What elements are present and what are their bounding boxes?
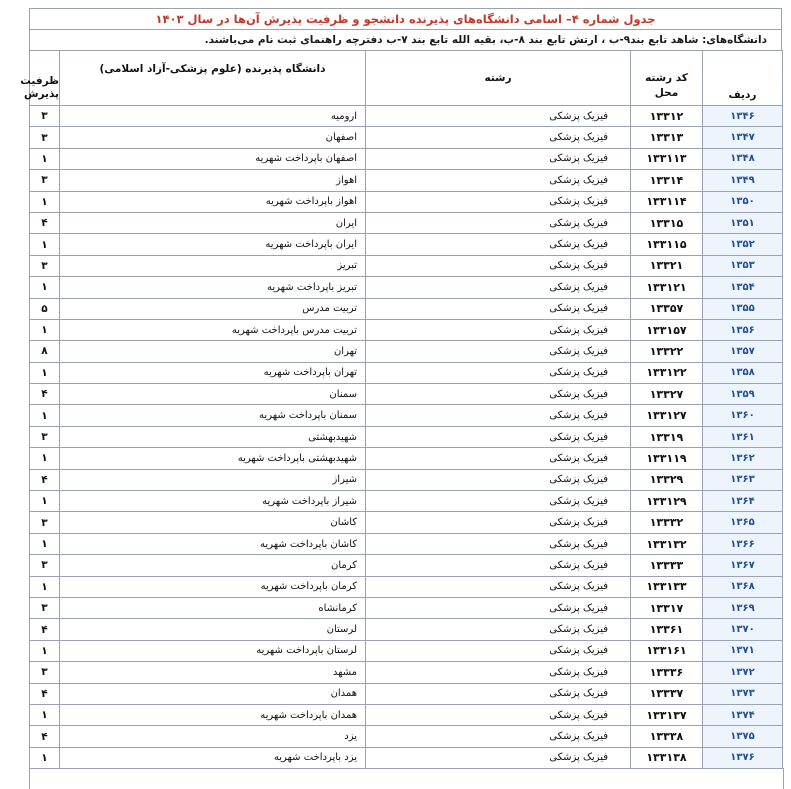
major-cell: فیزیک پزشکی xyxy=(366,555,631,576)
capacity-cell: ۳ xyxy=(30,426,60,447)
capacity-cell: ۸ xyxy=(30,341,60,362)
major-cell: فیزیک پزشکی xyxy=(366,704,631,725)
table-row xyxy=(30,726,783,747)
row-number-cell: ۱۳۵۶ xyxy=(703,319,783,340)
field-code-cell: ۱۳۳۱۲۲ xyxy=(631,362,703,383)
field-code-cell: ۱۳۳۱۲ xyxy=(631,106,703,127)
field-code-cell: ۱۳۳۱۳۸ xyxy=(631,747,703,768)
field-code-cell: ۱۳۳۲۹ xyxy=(631,469,703,490)
table-row xyxy=(30,747,783,768)
field-code-cell: ۱۳۳۶۱ xyxy=(631,619,703,640)
header-row-no: ردیف xyxy=(703,51,783,106)
university-cell: تربیت مدرس xyxy=(60,298,366,319)
field-code-cell: ۱۳۳۱۵ xyxy=(631,212,703,233)
field-code-cell: ۱۳۳۱۳۳ xyxy=(631,576,703,597)
table-row xyxy=(30,341,783,362)
admission-table xyxy=(20,50,783,769)
university-cell: کرمان xyxy=(60,555,366,576)
table-subtitle: دانشگاه‌های: شاهد تابع بند۹-ب ، ارتش تابع بند ۸-ب، بقیه الله تابع بند ۷-ب دفترچه راهنمای ثبت نام می‌باشند. xyxy=(29,29,782,50)
table-row xyxy=(30,384,783,405)
table-body xyxy=(30,106,783,769)
university-cell: همدان باپرداخت شهریه xyxy=(60,704,366,725)
major-cell: فیزیک پزشکی xyxy=(366,170,631,191)
row-number-cell: ۱۳۶۴ xyxy=(703,491,783,512)
capacity-cell: ۴ xyxy=(30,469,60,490)
major-cell: فیزیک پزشکی xyxy=(366,341,631,362)
row-number-cell: ۱۳۶۷ xyxy=(703,555,783,576)
field-code-cell: ۱۳۳۱۷ xyxy=(631,597,703,618)
university-cell: شهیدبهشتی xyxy=(60,426,366,447)
header-code-line2: محل xyxy=(654,87,679,99)
major-cell: فیزیک پزشکی xyxy=(366,277,631,298)
capacity-cell: ۱ xyxy=(30,448,60,469)
university-cell: مشهد xyxy=(60,662,366,683)
university-cell: یزد xyxy=(60,726,366,747)
university-cell: اصفهان xyxy=(60,127,366,148)
table-row xyxy=(30,683,783,704)
capacity-cell: ۱ xyxy=(30,533,60,554)
field-code-cell: ۱۳۳۲۲ xyxy=(631,341,703,362)
field-code-cell: ۱۳۳۱۱۹ xyxy=(631,448,703,469)
capacity-cell: ۳ xyxy=(30,662,60,683)
university-cell: همدان xyxy=(60,683,366,704)
table-row xyxy=(30,255,783,276)
row-number-cell: ۱۳۵۵ xyxy=(703,298,783,319)
field-code-cell: ۱۳۳۱۲۹ xyxy=(631,491,703,512)
university-cell: کاشان xyxy=(60,512,366,533)
table-row xyxy=(30,704,783,725)
row-number-cell: ۱۳۶۸ xyxy=(703,576,783,597)
row-number-cell: ۱۳۴۷ xyxy=(703,127,783,148)
row-number-cell: ۱۳۷۳ xyxy=(703,683,783,704)
row-number-cell: ۱۳۴۹ xyxy=(703,170,783,191)
table-row xyxy=(30,277,783,298)
major-cell: فیزیک پزشکی xyxy=(366,127,631,148)
university-cell: کرمان باپرداخت شهریه xyxy=(60,576,366,597)
table-row xyxy=(30,234,783,255)
major-cell: فیزیک پزشکی xyxy=(366,405,631,426)
table-title-text: جدول شماره ۴– اسامی دانشگاه‌های پذیرنده دانشجو و ظرفیت پذیرش آن‌ها در سال xyxy=(187,12,656,26)
table-row xyxy=(30,106,783,127)
row-number-cell: ۱۳۷۵ xyxy=(703,726,783,747)
university-cell: ارومیه xyxy=(60,106,366,127)
table-row xyxy=(30,597,783,618)
header-capacity-line2: پذیرش xyxy=(24,88,59,100)
major-cell: فیزیک پزشکی xyxy=(366,234,631,255)
university-cell: اهواز باپرداخت شهریه xyxy=(60,191,366,212)
capacity-cell: ۱ xyxy=(30,405,60,426)
field-code-cell: ۱۳۳۱۳۲ xyxy=(631,533,703,554)
capacity-cell: ۱ xyxy=(30,191,60,212)
university-cell: شیراز باپرداخت شهریه xyxy=(60,491,366,512)
major-cell: فیزیک پزشکی xyxy=(366,491,631,512)
university-cell: ایران باپرداخت شهریه xyxy=(60,234,366,255)
table-row xyxy=(30,212,783,233)
row-number-cell: ۱۳۵۷ xyxy=(703,341,783,362)
university-cell: شهیدبهشتی باپرداخت شهریه xyxy=(60,448,366,469)
table-row xyxy=(30,662,783,683)
major-cell: فیزیک پزشکی xyxy=(366,448,631,469)
field-code-cell: ۱۳۳۳۶ xyxy=(631,662,703,683)
field-code-cell: ۱۳۳۱۱۴ xyxy=(631,191,703,212)
major-cell: فیزیک پزشکی xyxy=(366,640,631,661)
table-row xyxy=(30,555,783,576)
university-cell: تبریز باپرداخت شهریه xyxy=(60,277,366,298)
university-cell: تهران باپرداخت شهریه xyxy=(60,362,366,383)
capacity-cell: ۳ xyxy=(30,170,60,191)
field-code-cell: ۱۳۳۳۲ xyxy=(631,512,703,533)
major-cell: فیزیک پزشکی xyxy=(366,726,631,747)
university-cell: کرمانشاه xyxy=(60,597,366,618)
university-cell: سمنان xyxy=(60,384,366,405)
table-row xyxy=(30,619,783,640)
row-number-cell: ۱۳۵۳ xyxy=(703,255,783,276)
table-row xyxy=(30,148,783,169)
row-number-cell: ۱۳۵۱ xyxy=(703,212,783,233)
row-number-cell: ۱۳۵۰ xyxy=(703,191,783,212)
capacity-cell: ۴ xyxy=(30,683,60,704)
major-cell: فیزیک پزشکی xyxy=(366,319,631,340)
capacity-cell: ۱ xyxy=(30,277,60,298)
field-code-cell: ۱۳۳۱۴ xyxy=(631,170,703,191)
university-cell: تربیت مدرس باپرداخت شهریه xyxy=(60,319,366,340)
capacity-cell: ۳ xyxy=(30,127,60,148)
row-number-cell: ۱۳۷۶ xyxy=(703,747,783,768)
capacity-cell: ۴ xyxy=(30,384,60,405)
row-number-cell: ۱۳۶۹ xyxy=(703,597,783,618)
field-code-cell: ۱۳۳۳۸ xyxy=(631,726,703,747)
capacity-cell: ۳ xyxy=(30,512,60,533)
university-cell: ایران xyxy=(60,212,366,233)
field-code-cell: ۱۳۳۱۳۷ xyxy=(631,704,703,725)
field-code-cell: ۱۳۳۱۳ xyxy=(631,127,703,148)
row-number-cell: ۱۳۵۹ xyxy=(703,384,783,405)
table-continuation-edge xyxy=(29,768,784,789)
table-row xyxy=(30,469,783,490)
capacity-cell: ۱ xyxy=(30,362,60,383)
major-cell: فیزیک پزشکی xyxy=(366,255,631,276)
major-cell: فیزیک پزشکی xyxy=(366,384,631,405)
major-cell: فیزیک پزشکی xyxy=(366,597,631,618)
table-title xyxy=(29,8,782,29)
row-number-cell: ۱۳۶۵ xyxy=(703,512,783,533)
header-university: دانشگاه پذیرنده (علوم پزشکی-آزاد اسلامی) xyxy=(60,51,366,106)
capacity-cell: ۳ xyxy=(30,597,60,618)
major-cell: فیزیک پزشکی xyxy=(366,683,631,704)
capacity-cell: ۱ xyxy=(30,234,60,255)
major-cell: فیزیک پزشکی xyxy=(366,576,631,597)
university-cell: تهران xyxy=(60,341,366,362)
field-code-cell: ۱۳۳۱۶۱ xyxy=(631,640,703,661)
field-code-cell: ۱۳۳۱۹ xyxy=(631,426,703,447)
field-code-cell: ۱۳۳۲۷ xyxy=(631,384,703,405)
capacity-cell: ۱ xyxy=(30,319,60,340)
table-row xyxy=(30,298,783,319)
university-cell: اصفهان باپرداخت شهریه xyxy=(60,148,366,169)
row-number-cell: ۱۳۶۳ xyxy=(703,469,783,490)
table-row xyxy=(30,170,783,191)
university-cell: سمنان باپرداخت شهریه xyxy=(60,405,366,426)
major-cell: فیزیک پزشکی xyxy=(366,747,631,768)
header-code xyxy=(631,51,703,106)
field-code-cell: ۱۳۳۱۱۵ xyxy=(631,234,703,255)
row-number-cell: ۱۳۶۶ xyxy=(703,533,783,554)
major-cell: فیزیک پزشکی xyxy=(366,469,631,490)
university-cell: شیراز xyxy=(60,469,366,490)
row-number-cell: ۱۳۴۸ xyxy=(703,148,783,169)
major-cell: فیزیک پزشکی xyxy=(366,106,631,127)
capacity-cell: ۱ xyxy=(30,576,60,597)
table-row xyxy=(30,448,783,469)
major-cell: فیزیک پزشکی xyxy=(366,662,631,683)
field-code-cell: ۱۳۳۳۷ xyxy=(631,683,703,704)
table-row xyxy=(30,362,783,383)
capacity-cell: ۱ xyxy=(30,148,60,169)
row-number-cell: ۱۳۷۱ xyxy=(703,640,783,661)
university-cell: کاشان باپرداخت شهریه xyxy=(60,533,366,554)
capacity-cell: ۴ xyxy=(30,212,60,233)
table-row xyxy=(30,512,783,533)
major-cell: فیزیک پزشکی xyxy=(366,298,631,319)
header-code-line1: کد رشته xyxy=(645,72,688,84)
row-number-cell: ۱۳۷۰ xyxy=(703,619,783,640)
major-cell: فیزیک پزشکی xyxy=(366,148,631,169)
table-row xyxy=(30,127,783,148)
major-cell: فیزیک پزشکی xyxy=(366,191,631,212)
header-capacity-line1: ظرفیت xyxy=(20,75,59,87)
university-cell: لرستان باپرداخت شهریه xyxy=(60,640,366,661)
major-cell: فیزیک پزشکی xyxy=(366,426,631,447)
capacity-cell: ۱ xyxy=(30,491,60,512)
admission-table-sheet xyxy=(20,8,782,769)
major-cell: فیزیک پزشکی xyxy=(366,362,631,383)
capacity-cell: ۱ xyxy=(30,704,60,725)
capacity-cell: ۵ xyxy=(30,298,60,319)
capacity-cell: ۳ xyxy=(30,106,60,127)
university-cell: یزد باپرداخت شهریه xyxy=(60,747,366,768)
major-cell: فیزیک پزشکی xyxy=(366,512,631,533)
field-code-cell: ۱۳۳۱۲۷ xyxy=(631,405,703,426)
field-code-cell: ۱۳۳۱۲۱ xyxy=(631,277,703,298)
table-row xyxy=(30,426,783,447)
row-number-cell: ۱۳۶۰ xyxy=(703,405,783,426)
row-number-cell: ۱۳۷۴ xyxy=(703,704,783,725)
row-number-cell: ۱۳۴۶ xyxy=(703,106,783,127)
table-title-year: ۱۴۰۳ xyxy=(155,12,184,26)
university-cell: اهواز xyxy=(60,170,366,191)
capacity-cell: ۱ xyxy=(30,640,60,661)
table-row xyxy=(30,576,783,597)
capacity-cell: ۱ xyxy=(30,747,60,768)
major-cell: فیزیک پزشکی xyxy=(366,212,631,233)
capacity-cell: ۳ xyxy=(30,255,60,276)
row-number-cell: ۱۳۵۲ xyxy=(703,234,783,255)
row-number-cell: ۱۳۵۴ xyxy=(703,277,783,298)
table-row xyxy=(30,533,783,554)
capacity-cell: ۴ xyxy=(30,726,60,747)
major-cell: فیزیک پزشکی xyxy=(366,619,631,640)
table-row xyxy=(30,319,783,340)
header-major: رشته xyxy=(366,51,631,106)
university-cell: لرستان xyxy=(60,619,366,640)
university-cell: تبریز xyxy=(60,255,366,276)
row-number-cell: ۱۳۵۸ xyxy=(703,362,783,383)
capacity-cell: ۴ xyxy=(30,619,60,640)
table-header-row xyxy=(30,51,783,106)
table-row xyxy=(30,491,783,512)
row-number-cell: ۱۳۶۲ xyxy=(703,448,783,469)
field-code-cell: ۱۳۳۵۷ xyxy=(631,298,703,319)
field-code-cell: ۱۳۳۱۱۳ xyxy=(631,148,703,169)
field-code-cell: ۱۳۳۲۱ xyxy=(631,255,703,276)
table-row xyxy=(30,405,783,426)
row-number-cell: ۱۳۷۲ xyxy=(703,662,783,683)
table-row xyxy=(30,640,783,661)
field-code-cell: ۱۳۳۳۳ xyxy=(631,555,703,576)
capacity-cell: ۳ xyxy=(30,555,60,576)
field-code-cell: ۱۳۳۱۵۷ xyxy=(631,319,703,340)
row-number-cell: ۱۳۶۱ xyxy=(703,426,783,447)
table-row xyxy=(30,191,783,212)
header-capacity xyxy=(20,51,60,106)
major-cell: فیزیک پزشکی xyxy=(366,533,631,554)
